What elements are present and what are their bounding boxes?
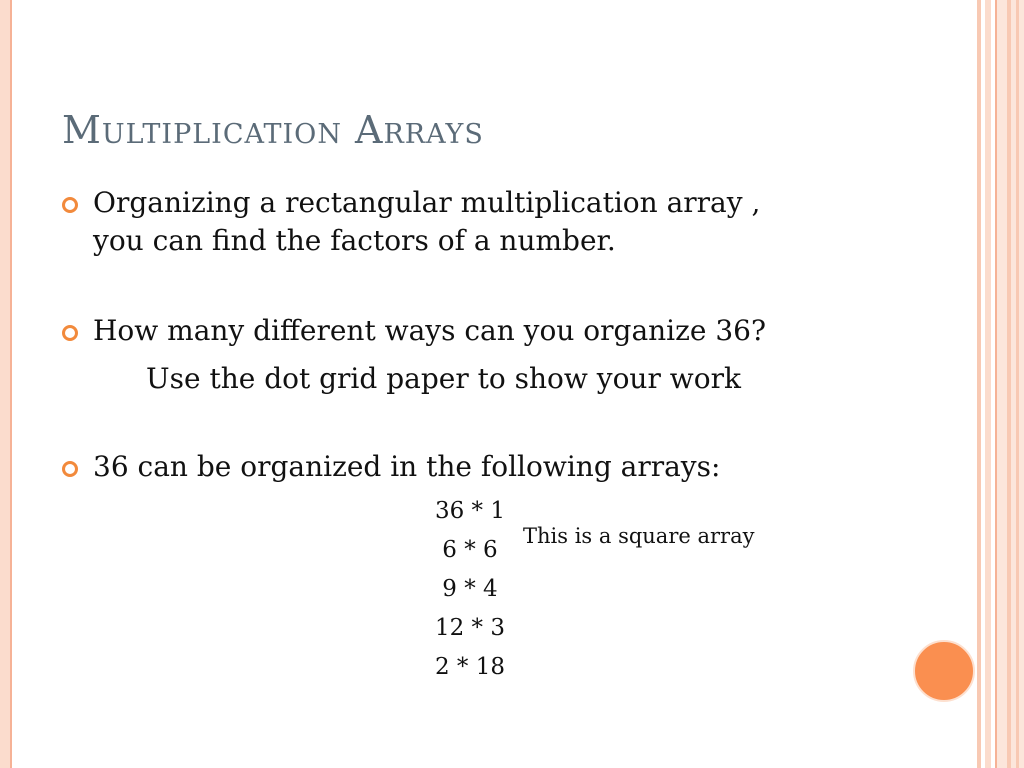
bullet-circle-icon bbox=[62, 197, 78, 213]
left-border-decoration bbox=[0, 0, 12, 768]
bullet-item-1 bbox=[62, 184, 942, 264]
arrays-list bbox=[420, 492, 520, 687]
right-border-stripe bbox=[1007, 0, 1011, 768]
bullet-2-line-1: How many different ways can you organize 36? bbox=[93, 314, 766, 347]
bullet-3-line-1: 36 can be organized in the following arrays: bbox=[93, 450, 721, 483]
orange-circle-decoration bbox=[913, 640, 975, 702]
right-border-stripe bbox=[1016, 0, 1019, 768]
bullet-circle-icon bbox=[62, 461, 78, 477]
right-border-stripe bbox=[985, 0, 991, 768]
bullet-circle-icon bbox=[62, 325, 78, 341]
slide-title: Multiplication Arrays bbox=[62, 108, 484, 152]
array-item: 9 * 4 bbox=[442, 576, 498, 602]
array-item: 2 * 18 bbox=[434, 654, 506, 680]
array-item: 12 * 3 bbox=[434, 615, 506, 641]
bullet-1-line-1: Organizing a rectangular multiplication array , bbox=[93, 186, 761, 219]
bullet-item-2 bbox=[62, 312, 942, 352]
bullet-1-line-2: you can find the factors of a number. bbox=[93, 224, 616, 257]
array-item: 6 * 6 bbox=[442, 537, 498, 563]
bullet-item-3 bbox=[62, 448, 942, 488]
right-border-stripe bbox=[977, 0, 981, 768]
square-array-note: This is a square array bbox=[523, 524, 755, 548]
array-item: 36 * 1 bbox=[434, 498, 506, 524]
sub-instruction: Use the dot grid paper to show your work bbox=[146, 362, 741, 395]
